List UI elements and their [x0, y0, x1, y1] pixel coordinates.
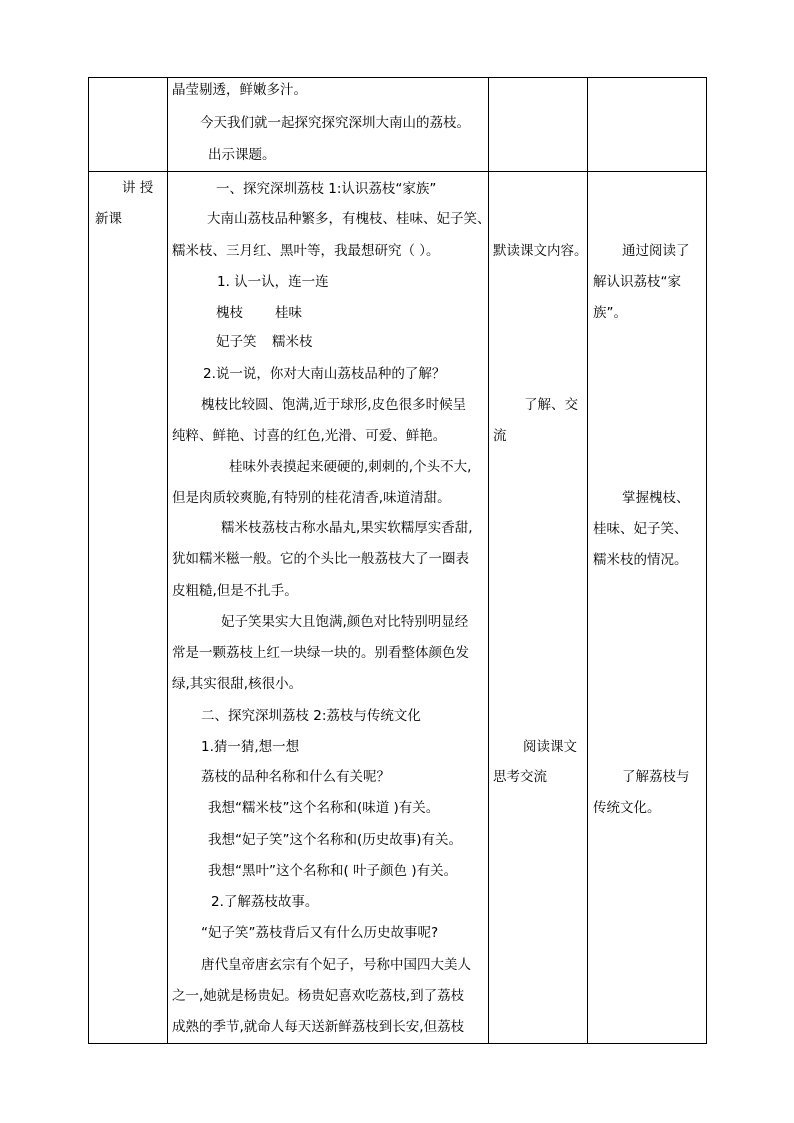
content-line: 出示课题。	[208, 147, 276, 163]
variety-label: 糯米枝	[272, 334, 313, 350]
content-line: “妃子笑”荔枝背后又有什么历史故事呢?	[201, 925, 439, 941]
design-intent: 了解荔枝与	[622, 769, 690, 785]
content-line: 槐枝比较圆、饱满,近于球形,皮色很多时候呈	[201, 397, 467, 413]
section-heading: 一、探究深圳荔枝 1:认识荔枝“家族”	[216, 181, 437, 197]
content-line: 今天我们就一起探究探究深圳大南山的荔枝。	[200, 115, 470, 131]
activity-heading: 2.说一说，你对大南山荔枝品种的了解？	[203, 366, 446, 382]
student-activity: 默读课文内容。	[493, 243, 588, 259]
design-intent: 桂味、妃子笑、	[593, 521, 688, 537]
content-line: 我想“妃子笑”这个名称和(历史故事)有关。	[208, 832, 463, 848]
variety-label: 槐枝	[216, 305, 243, 321]
content-line: 糯米枝荔枝古称水晶丸,果实软糯厚实香甜,	[221, 520, 473, 536]
content-line: 糯米枝、三月红、黑叶等，我最想研究（ ）。	[172, 243, 440, 259]
content-line: 我想“糯米枝”这个名称和(味道 )有关。	[208, 800, 440, 816]
activity-heading: 2.了解荔枝故事。	[211, 894, 319, 910]
design-intent: 掌握槐枝、	[622, 490, 690, 506]
content-line: 皮粗糙,但是不扎手。	[172, 583, 298, 599]
student-activity: 阅读课文	[523, 739, 577, 755]
content-line: 大南山荔枝品种繁多，有槐枝、桂味、妃子笑、	[207, 211, 491, 227]
content-line: 犹如糯米糍一般。它的个头比一般荔枝大了一圈表	[172, 551, 469, 567]
activity-heading: 1.猜一猜,想一想	[201, 739, 300, 755]
table-border-right	[706, 77, 707, 1044]
stage-label: 讲 授	[122, 180, 154, 196]
student-activity: 了解、交	[524, 397, 578, 413]
design-intent: 通过阅读了	[622, 243, 690, 259]
table-border-top	[88, 77, 707, 78]
content-line: 绿,其实很甜,核很小。	[172, 676, 303, 692]
column-divider-1	[167, 77, 168, 1044]
content-line: 常是一颗荔枝上红一块绿一块的。别看整体颜色发	[172, 645, 469, 661]
design-intent: 族”。	[593, 305, 627, 321]
content-line: 晶莹剔透，鲜嫩多汁。	[172, 82, 307, 98]
column-divider-3	[587, 77, 588, 1044]
design-intent: 糯米枝的情况。	[593, 552, 688, 568]
content-line: 唐代皇帝唐玄宗有个妃子，号称中国四大美人	[201, 957, 471, 973]
section-heading: 二、探究深圳荔枝 2:荔枝与传统文化	[201, 708, 421, 724]
content-line: 桂味外表摸起来硬硬的,刺刺的,个头不大,	[229, 459, 472, 475]
variety-label: 桂味	[275, 305, 302, 321]
stage-label: 新课	[95, 211, 122, 227]
activity-heading: 1. 认一认，连一连	[217, 274, 329, 290]
design-intent: 传统文化。	[593, 800, 661, 816]
content-line: 但是肉质较爽脆,有特别的桂花清香,味道清甜。	[172, 490, 451, 506]
content-line: 纯粹、鲜艳、讨喜的红色,光滑、可爱、鲜艳。	[172, 428, 447, 444]
content-line: 之一,她就是杨贵妃。杨贵妃喜欢吃荔枝,到了荔枝	[172, 988, 465, 1004]
content-line: 我想“黑叶”这个名称和( 叶子颜色 )有关。	[208, 863, 458, 879]
table-border-bottom	[88, 1043, 707, 1044]
table-border-left	[88, 77, 89, 1044]
variety-label: 妃子笑	[216, 334, 257, 350]
content-line: 成熟的季节,就命人每天送新鲜荔枝到长安,但荔枝	[172, 1019, 465, 1035]
content-line: 妃子笑果实大且饱满,颜色对比特别明显经	[221, 614, 469, 630]
row-divider	[88, 171, 707, 172]
student-activity: 流	[493, 428, 507, 444]
design-intent: 解认识荔枝“家	[593, 274, 681, 290]
student-activity: 思考交流	[493, 769, 547, 785]
content-line: 荔枝的品种名称和什么有关呢？	[201, 769, 390, 785]
